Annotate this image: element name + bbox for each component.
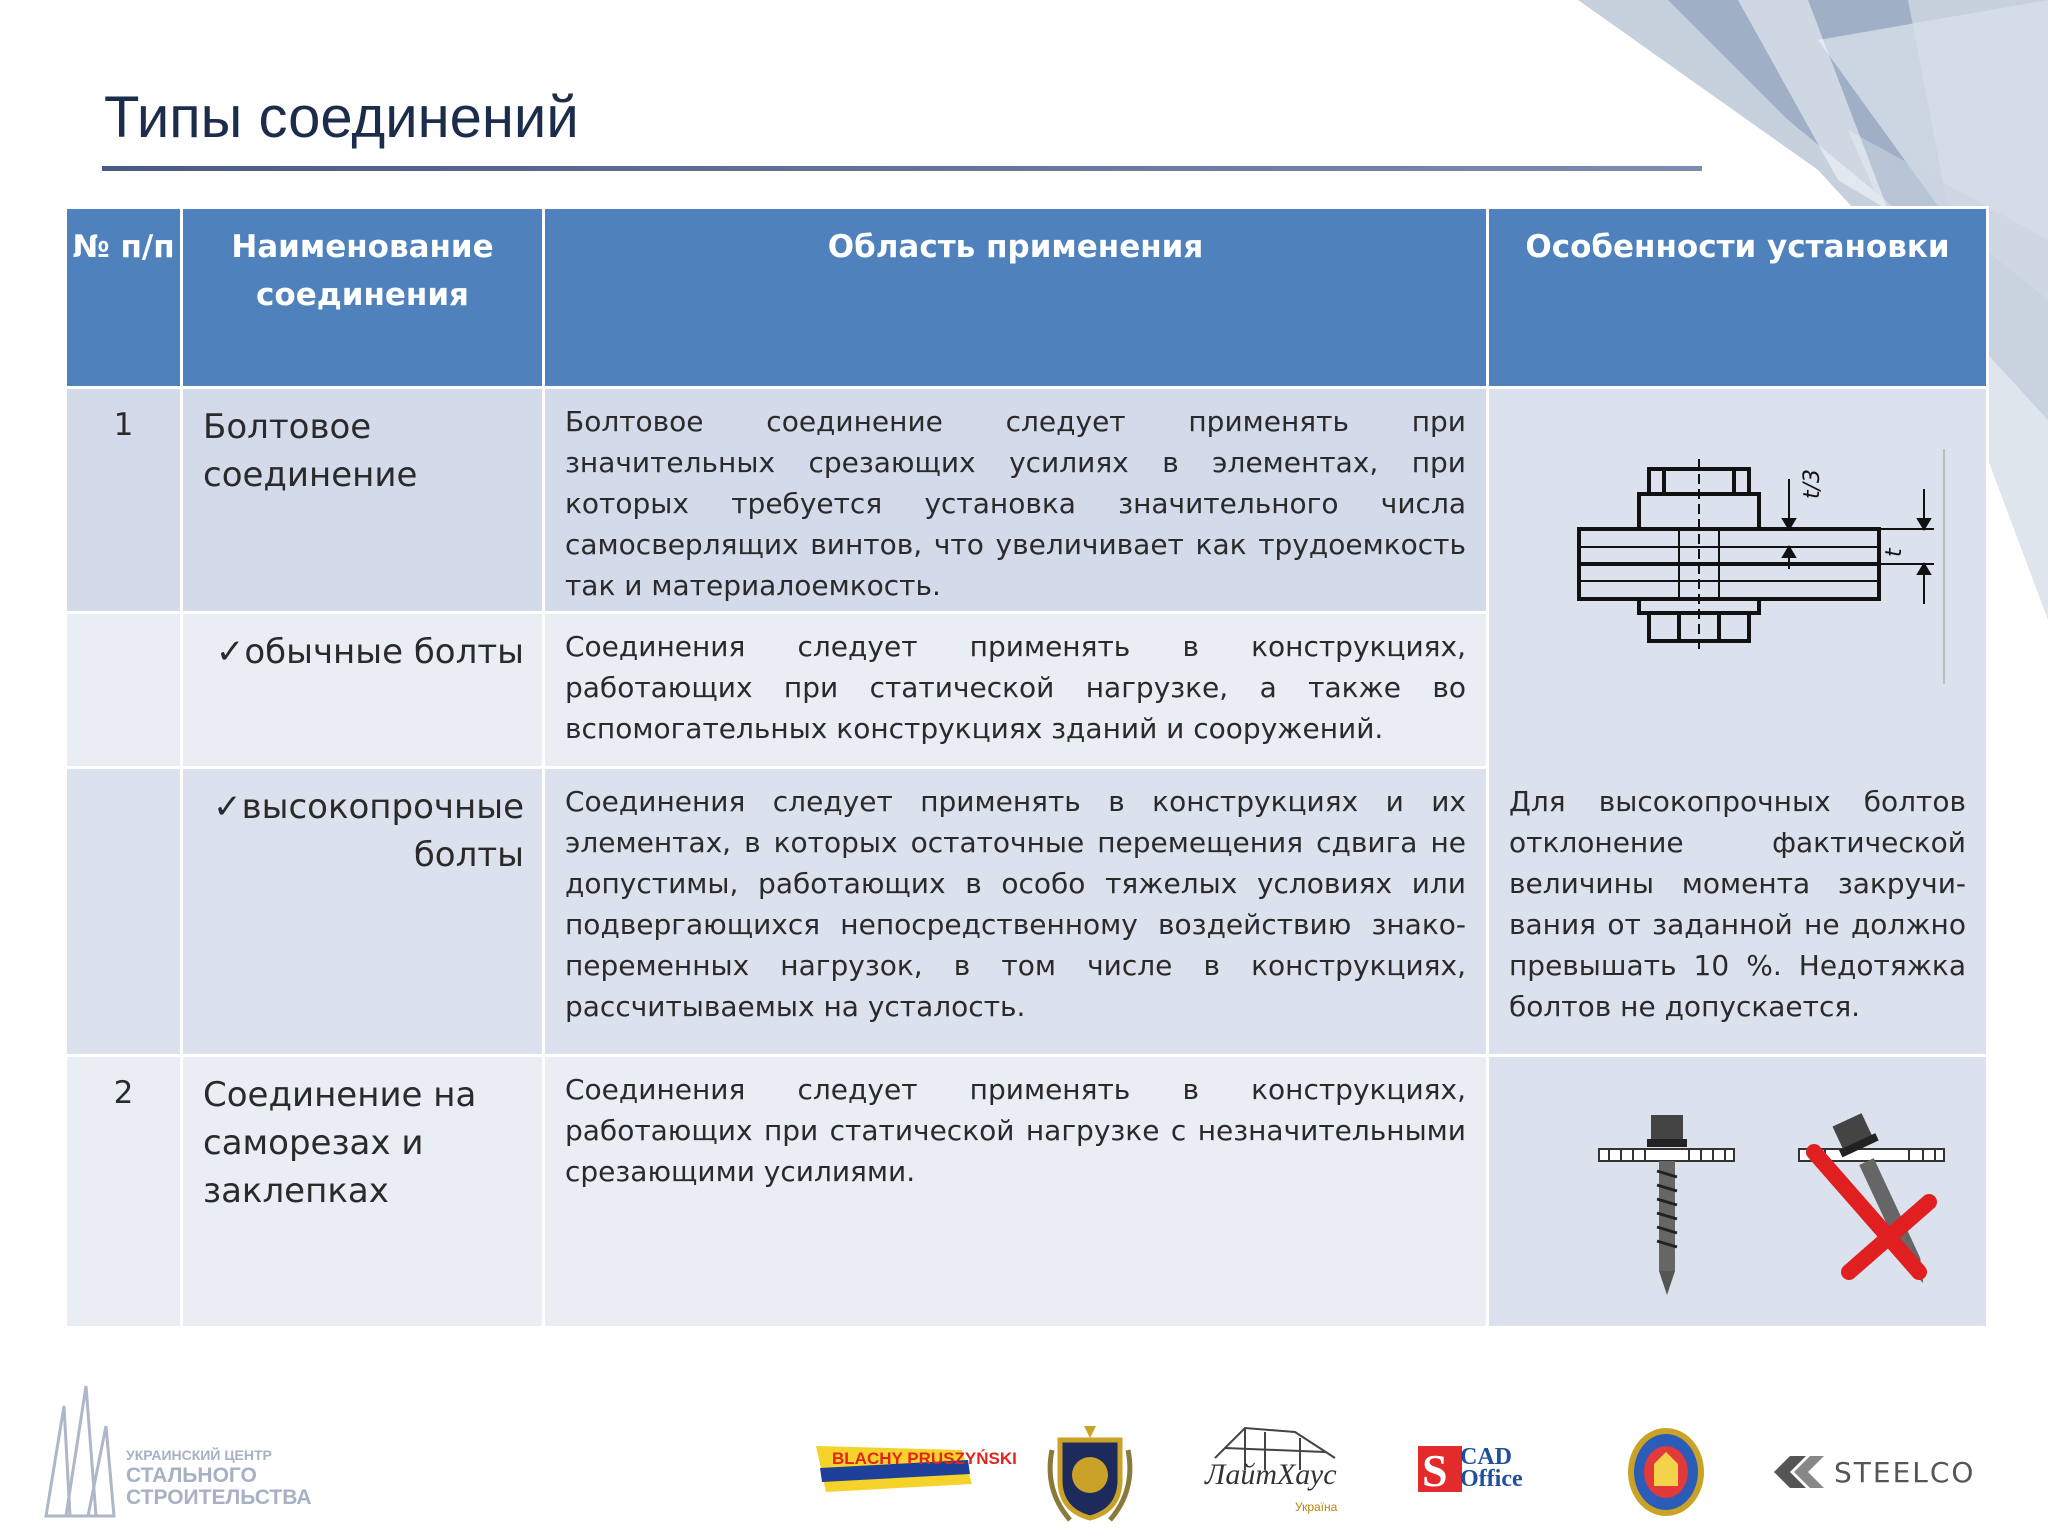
row-name: ✓обычные болты xyxy=(182,613,544,768)
steel-building-icon xyxy=(36,1376,126,1516)
ukrainian-steel-center-logo xyxy=(36,1376,312,1516)
title-underline xyxy=(102,166,1702,171)
header-num: № п/п xyxy=(66,208,182,388)
bolt-features-cell xyxy=(1488,388,1988,1056)
row-area: Соединения следует применять в конструкциях и их элементах, в которых остаточные перемещения сдвига не допустимы, работающих в особо тяжелых условиях или подвергающихся непосредственному воздействию знако-переменных нагрузок, в том числе в конструкциях, рассчитываемых на усталость. xyxy=(544,768,1488,1056)
row-area: Соединения следует применять в конструкциях, работающих при статической нагрузке с незначительными срезающими усилиями. xyxy=(544,1056,1488,1328)
header-features: Особенности установки xyxy=(1488,208,1988,388)
cad-office-text: CAD Office xyxy=(1460,1444,1523,1492)
header-area: Область применения xyxy=(544,208,1488,388)
correct-screw-icon xyxy=(1599,1115,1734,1295)
bolt-label-t-third: t/3 xyxy=(1800,468,1825,499)
ucsc-line-2: СТАЛЬНОГО xyxy=(126,1464,257,1487)
light-house-text: ЛайтХаус xyxy=(1205,1458,1337,1491)
light-house-subtext: Україна xyxy=(1295,1500,1338,1514)
regional-emblem-logo xyxy=(1624,1424,1708,1520)
header-name: Наименование соединения xyxy=(182,208,544,388)
row-area: Болтовое соединение следует применять при значительных срезающих усилиях в элементах, при которых требуется установка значительного числа самосверлящих винтов, что увеличивает как трудоемкость так и материалоемкость. xyxy=(544,388,1488,613)
row-num xyxy=(66,613,182,768)
steelco-mark-icon xyxy=(1772,1454,1826,1490)
row-area: Соединения следует применять в конструкциях, работающих при статической нагрузке, а также во вспомогательных конструкциях зданий и сооружений. xyxy=(544,613,1488,768)
slide-title: Типы соединений xyxy=(104,85,579,150)
connections-table xyxy=(64,206,1989,1329)
screw-installation-drawing xyxy=(1569,1107,1969,1307)
row-name: ✓высокопрочные болты xyxy=(182,768,544,1056)
blachy-text: BLACHY PRUSZYŃSKI xyxy=(832,1449,1017,1468)
cad-office-logo xyxy=(1418,1446,1558,1496)
light-house-logo xyxy=(1205,1418,1345,1518)
bolt-joint-drawing xyxy=(1549,439,1989,699)
incorrect-screw-icon xyxy=(1799,1111,1944,1291)
screw-features-cell xyxy=(1488,1056,1988,1328)
row-num xyxy=(66,768,182,1056)
steelco-logo xyxy=(1772,1452,1976,1492)
cad-office-s-icon xyxy=(1418,1445,1462,1496)
ucsc-line-3: СТРОИТЕЛЬСТВА xyxy=(126,1486,312,1509)
table-row xyxy=(66,1056,1988,1328)
bolt-features-text: Для высокопрочных болтов отклонение фактической величины момента закручи-вания от заданной не должно превышать 10 %. Недотяжка болтов не допускается. xyxy=(1509,785,1966,1023)
table-row xyxy=(66,388,1988,613)
svg-text:S: S xyxy=(1422,1445,1448,1496)
table-header-row xyxy=(66,208,1988,388)
bolt-label-t: t xyxy=(1882,548,1907,557)
row-num: 2 xyxy=(66,1056,182,1328)
blachy-pruszynski-logo xyxy=(812,1440,1017,1496)
row-num: 1 xyxy=(66,388,182,613)
ucsc-line-1: УКРАИНСКИЙ ЦЕНТР xyxy=(126,1447,272,1463)
row-name: Соединение на саморезах и заклепках xyxy=(182,1056,544,1328)
steelco-text: STEELCO xyxy=(1834,1456,1976,1489)
row-name: Болтовое соединение xyxy=(182,388,544,613)
university-emblem-logo xyxy=(1040,1420,1140,1525)
